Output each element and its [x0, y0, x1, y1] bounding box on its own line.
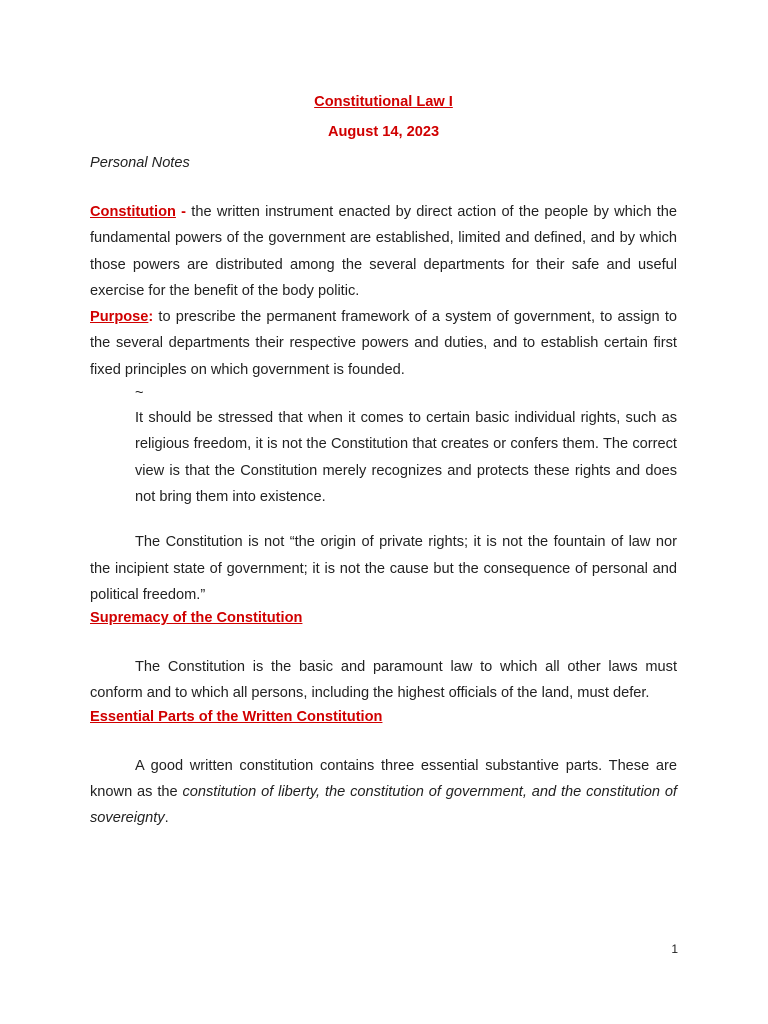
document-subtitle: Personal Notes: [90, 155, 190, 171]
supremacy-text: The Constitution is the basic and paramount law to which all other laws must conform and to which all persons, including the highest officials of the land, must defer.: [90, 659, 677, 702]
page-number: 1: [671, 942, 678, 956]
essential-parts-italic: constitution of liberty, the constitution of government, and the constitution of sovereignty: [90, 784, 677, 827]
note-text: It should be stressed that when it comes to certain basic individual rights, such as religious freedom, it is not the Constitution that creates or confers them. The correct view is that the Constitution merely recognizes and protects these rights and does not bring them into existence.: [135, 410, 677, 505]
purpose-term: Purpose:: [90, 309, 154, 326]
document-date: August 14, 2023: [327, 124, 440, 140]
quote-paragraph: The Constitution is not “the origin of private rights; it is not the fountain of law nor the incipient state of government; it is not the cause but the consequence of personal and political freedom.”: [90, 534, 677, 603]
note-marker: ~: [135, 385, 144, 402]
purpose-text: to prescribe the permanent framework of a system of government, to assign to the several departments their respective powers and duties, and to establish certain first fixed principles on which government is founded.: [90, 309, 677, 378]
note-block: [135, 383, 677, 510]
page-content: [90, 92, 677, 832]
definition-term: Constitution -: [90, 204, 187, 220]
purpose-paragraph: [90, 304, 677, 383]
definition-text: the written instrument enacted by direct action of the people by which the fundamental powers of the government are established, limited and defined, and by which those powers are distributed among the several departments for their safe and useful exercise for the benefit of the body politic.: [90, 204, 677, 299]
essential-parts-heading: Essential Parts of the Written Constitution: [90, 708, 383, 725]
essential-parts-text: A good written constitution contains three essential substantive parts. These are known as the constitution of liberty, the constitution of government, and the constitution of sovereignty.: [90, 757, 677, 827]
document-title: Constitutional Law I: [314, 94, 453, 110]
supremacy-heading: Supremacy of the Constitution: [90, 610, 303, 627]
definition-paragraph: [90, 199, 677, 304]
